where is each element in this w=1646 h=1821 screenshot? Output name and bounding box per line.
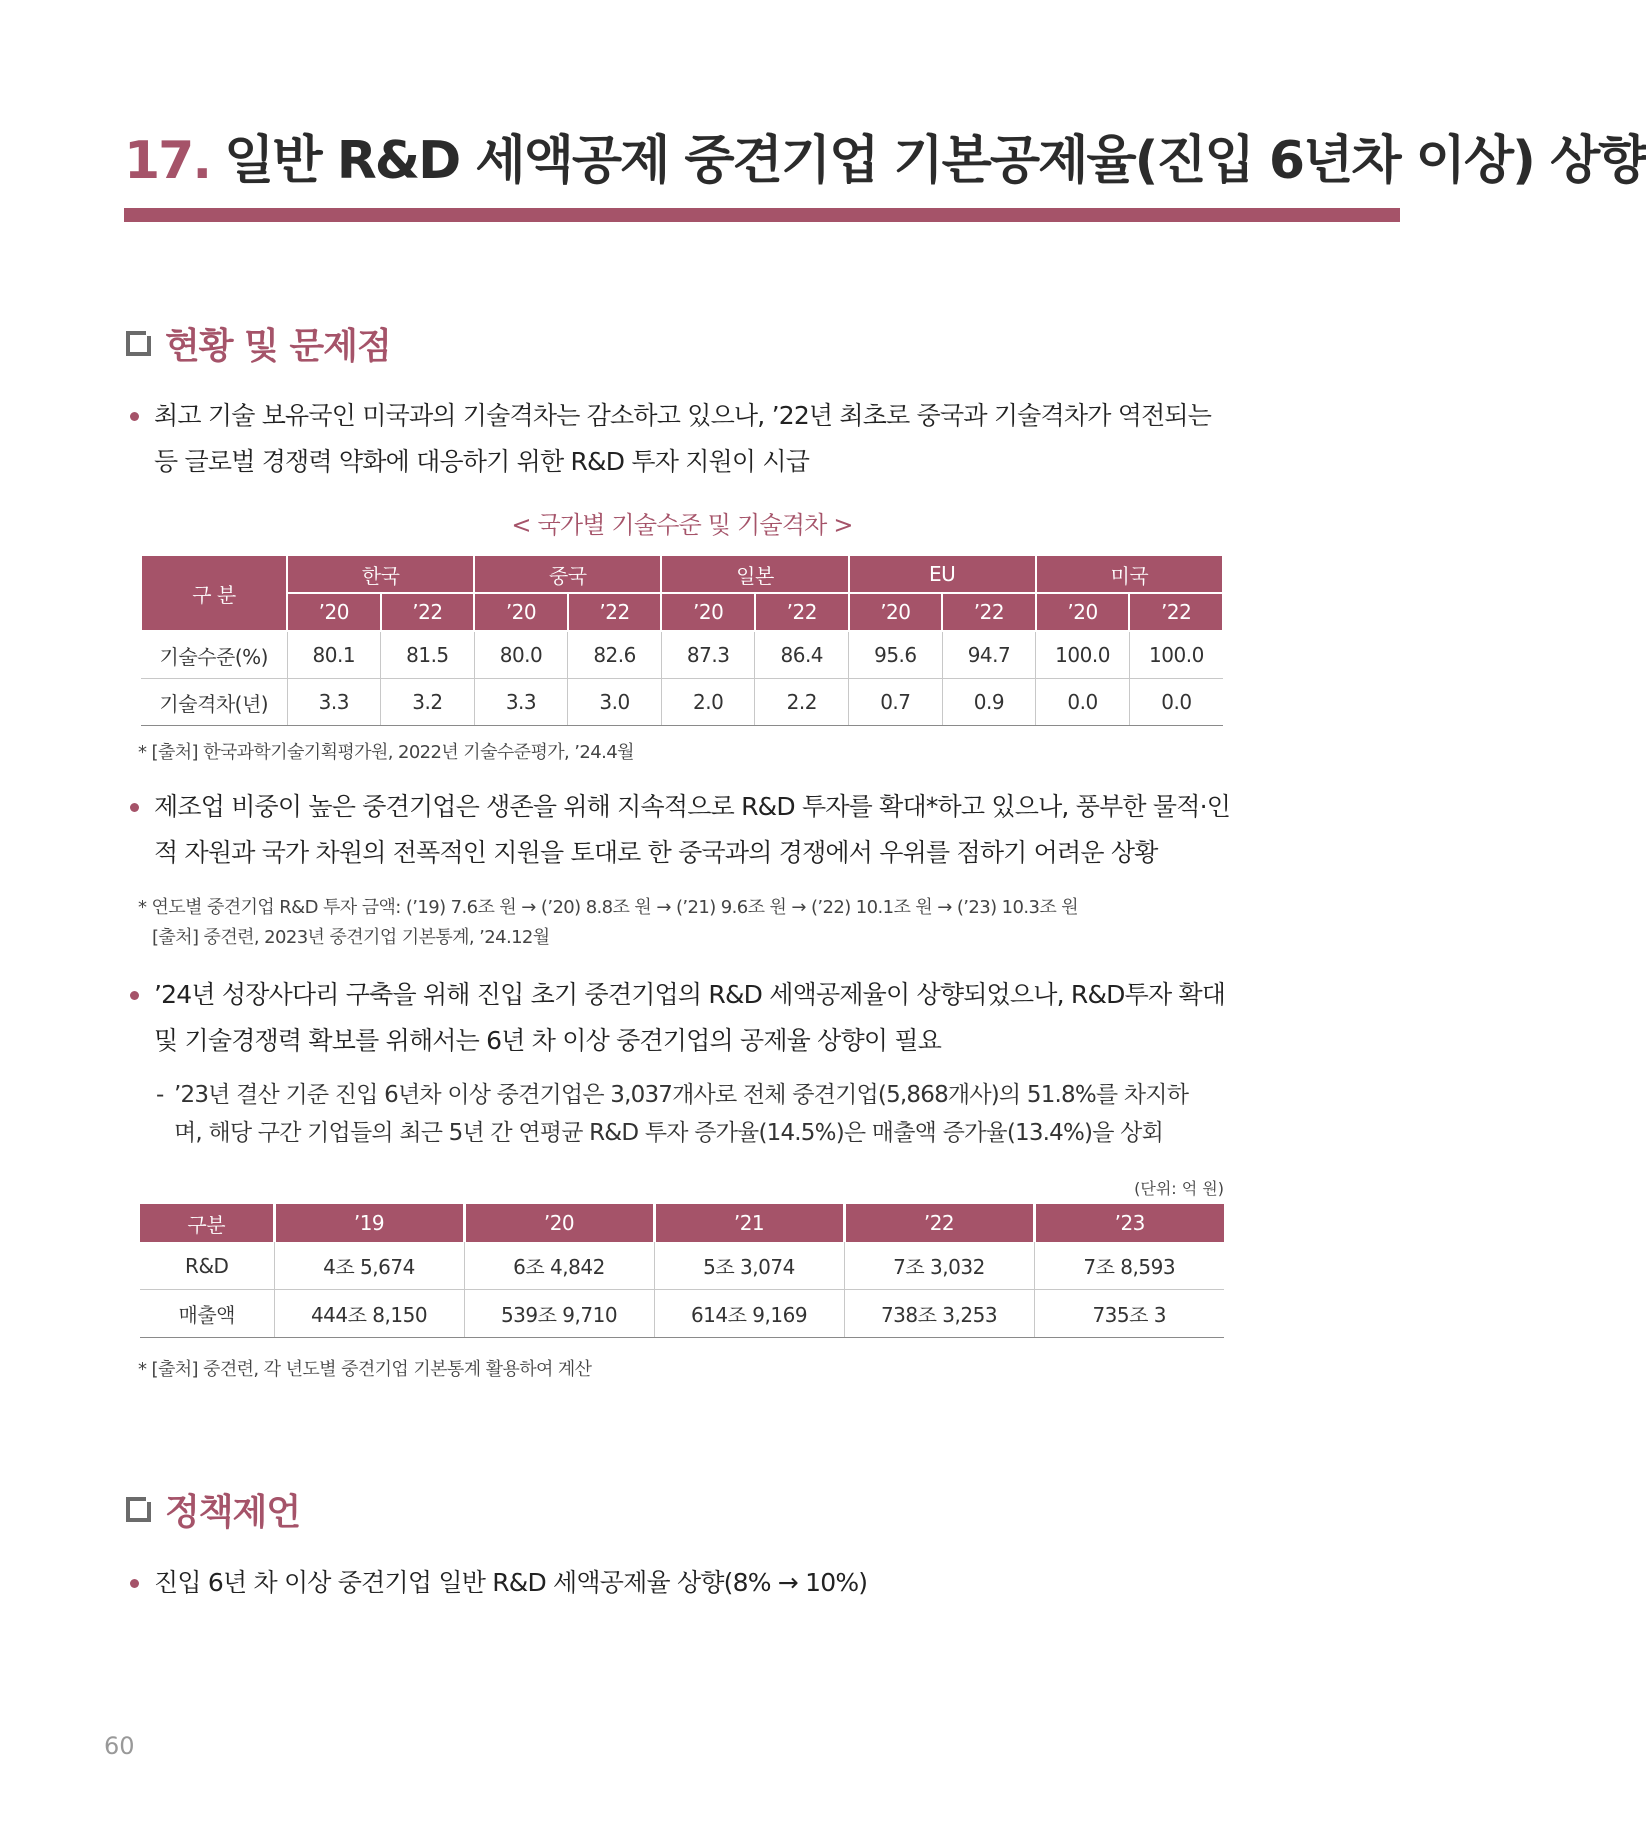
row-label: 매출액 (140, 1290, 274, 1338)
section-heading-label: 정책제언 (165, 1492, 301, 1533)
bullet-policy-proposal: 진입 6년 차 이상 중견기업 일반 R&D 세액공제율 상향(8% → 10%) (130, 1560, 1240, 1606)
table-cell: 7조 8,593 (1034, 1242, 1224, 1290)
table-cell: 82.6 (568, 631, 662, 679)
table-cell: 738조 3,253 (844, 1290, 1034, 1338)
table-cell: 3.3 (287, 679, 381, 726)
table-cell: 87.3 (661, 631, 755, 679)
year-header: ’22 (1129, 593, 1223, 631)
table-cell: 2.0 (661, 679, 755, 726)
tech-level-table (140, 554, 1224, 726)
year-header: ’20 (287, 593, 381, 631)
table-header: ’19 (274, 1204, 464, 1242)
table-cell: 100.0 (1129, 631, 1223, 679)
table-row (140, 1242, 1224, 1290)
title-number: 17. (124, 131, 211, 191)
table-cell: 3.0 (568, 679, 662, 726)
table-cell: 3.2 (381, 679, 475, 726)
table-cell: 100.0 (1036, 631, 1130, 679)
country-header: EU (849, 555, 1036, 593)
table-header: ’21 (654, 1204, 844, 1242)
table-cell: 0.9 (942, 679, 1036, 726)
table-corner-header: 구 분 (141, 555, 287, 631)
table-header: 구분 (140, 1204, 274, 1242)
year-header: ’22 (755, 593, 849, 631)
tech-table-caption: < 국가별 기술수준 및 기술격차 > (511, 511, 853, 539)
table-row (140, 1290, 1224, 1338)
row-label: 기술격차(년) (141, 679, 287, 726)
bullet-dot-icon (130, 803, 139, 812)
table-row (141, 631, 1223, 679)
bullet-rd-investment: 제조업 비중이 높은 중견기업은 생존을 위해 지속적으로 R&D 투자를 확대*하고 있으나, 풍부한 물적·인적 자원과 국가 차원의 전폭적인 지원을 토대로 한 중국과의 경쟁에서 우위를 점하기 어려운 상황 (130, 784, 1240, 876)
tech-table-source: * [출처] 한국과학기술기획평가원, 2022년 기술수준평가, ’24.4월 (138, 742, 634, 763)
year-header: ’20 (1036, 593, 1130, 631)
country-header: 한국 (287, 555, 474, 593)
bullet-dot-icon (130, 1579, 139, 1588)
investment-note-source: [출처] 중견련, 2023년 중견기업 기본통계, ’24.12월 (152, 927, 550, 948)
dash-icon: - (156, 1082, 164, 1108)
rd-table-source: * [출처] 중견련, 각 년도별 중견기업 기본통계 활용하여 계산 (138, 1359, 592, 1380)
table-cell: 0.0 (1036, 679, 1130, 726)
table-cell: 735조 3 (1034, 1290, 1224, 1338)
page-title (124, 118, 1646, 193)
section-heading-current (126, 318, 391, 369)
table-cell: 5조 3,074 (654, 1242, 844, 1290)
country-header: 일본 (661, 555, 848, 593)
table-cell: 2.2 (755, 679, 849, 726)
table-cell: 539조 9,710 (464, 1290, 654, 1338)
table-cell: 7조 3,032 (844, 1242, 1034, 1290)
bullet-dot-icon (130, 991, 139, 1000)
bullet-dot-icon (130, 412, 139, 421)
table-cell: 86.4 (755, 631, 849, 679)
investment-note (138, 893, 1078, 953)
year-header: ’20 (661, 593, 755, 631)
page-number: 60 (104, 1732, 135, 1760)
table-header: ’22 (844, 1204, 1034, 1242)
section-heading-policy (126, 1484, 300, 1535)
table-cell: 80.0 (474, 631, 568, 679)
table-cell: 95.6 (849, 631, 943, 679)
table-cell: 0.0 (1129, 679, 1223, 726)
title-text: 일반 R&D 세액공제 중견기업 기본공제율(진입 6년차 이상) 상향 (224, 131, 1646, 191)
square-bullet-icon (126, 331, 151, 356)
table-cell: 3.3 (474, 679, 568, 726)
rd-sales-table (140, 1204, 1224, 1338)
table-cell: 6조 4,842 (464, 1242, 654, 1290)
table-cell: 4조 5,674 (274, 1242, 464, 1290)
row-label: R&D (140, 1242, 274, 1290)
year-header: ’20 (474, 593, 568, 631)
table-cell: 80.1 (287, 631, 381, 679)
table-cell: 614조 9,169 (654, 1290, 844, 1338)
table-cell: 94.7 (942, 631, 1036, 679)
row-label: 기술수준(%) (141, 631, 287, 679)
table-cell: 81.5 (381, 631, 475, 679)
country-header: 미국 (1036, 555, 1223, 593)
sub-bullet-statistics: - ’23년 결산 기준 진입 6년차 이상 중견기업은 3,037개사로 전체 중견기업(5,868개사)의 51.8%를 차지하며, 해당 구간 기업들의 최근 5년 간 연평균 R&D 투자 증가율(14.5%)은 매출액 증가율(13.4%)을 상회 (156, 1076, 1216, 1152)
bullet-tax-credit: ’24년 성장사다리 구축을 위해 진입 초기 중견기업의 R&D 세액공제율이 상향되었으나, R&D투자 확대 및 기술경쟁력 확보를 위해서는 6년 차 이상 중견기업의 공제율 상향이 필요 (130, 972, 1240, 1064)
section-heading-label: 현황 및 문제점 (165, 326, 391, 367)
rd-table-unit: (단위: 억 원) (1134, 1179, 1224, 1198)
year-header: ’22 (942, 593, 1036, 631)
year-header: ’22 (381, 593, 475, 631)
title-rule (124, 208, 1400, 222)
table-cell: 0.7 (849, 679, 943, 726)
bullet-tech-gap: 최고 기술 보유국인 미국과의 기술격차는 감소하고 있으나, ’22년 최초로 중국과 기술격차가 역전되는 등 글로벌 경쟁력 약화에 대응하기 위한 R&D 투자 지원이 시급 (130, 393, 1240, 485)
table-header: ’23 (1034, 1204, 1224, 1242)
year-header: ’20 (849, 593, 943, 631)
investment-note-line: * 연도별 중견기업 R&D 투자 금액: (’19) 7.6조 원 → (’20) 8.8조 원 → (’21) 9.6조 원 → (’22) 10.1조 원 → (’23) 10.3조 원 (138, 897, 1079, 918)
year-header: ’22 (568, 593, 662, 631)
square-bullet-icon (126, 1497, 151, 1522)
table-row (141, 679, 1223, 726)
table-cell: 444조 8,150 (274, 1290, 464, 1338)
table-header: ’20 (464, 1204, 654, 1242)
country-header: 중국 (474, 555, 661, 593)
